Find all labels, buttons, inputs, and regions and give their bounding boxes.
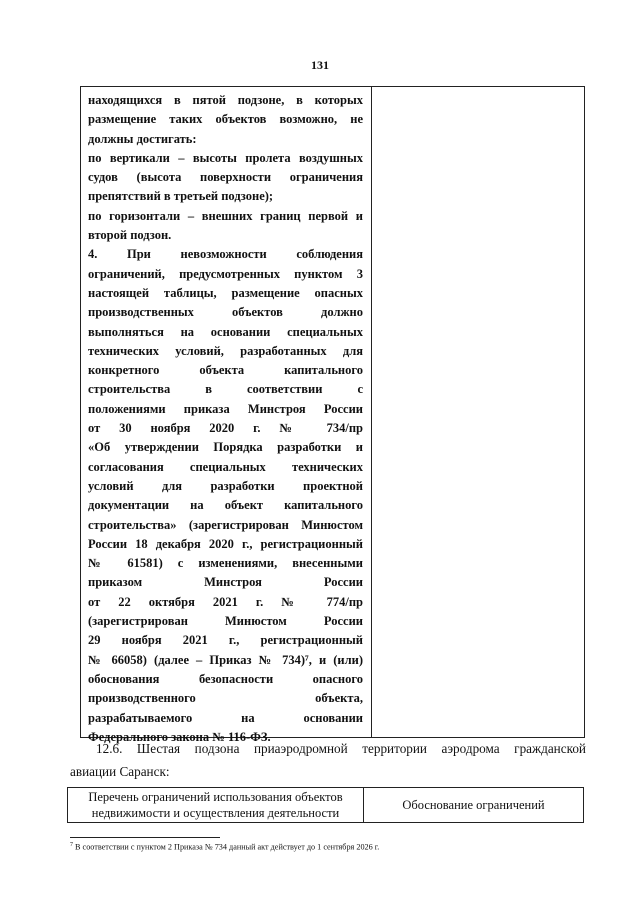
column-header-justification: Обоснование ограничений [402, 798, 545, 812]
cell-line: технических условий, разработанных для [88, 343, 363, 358]
table-header-row [67, 787, 584, 823]
section-line: авиации Саранск: [70, 764, 170, 779]
cell-line: должны достигать: [88, 131, 197, 146]
page-number: 131 [311, 58, 329, 72]
cell-line: находящихся в пятой подзоне, в которых [88, 93, 363, 107]
footnote-text: В соответствии с пунктом 2 Приказа № 734 данный акт действует до 1 сентября 2026 г. [73, 842, 380, 852]
cell-line: документации на объект капитального [88, 498, 363, 513]
cell-line: № 66058) (далее – Приказ № 734)⁷, и (или) [88, 652, 363, 667]
cell-line: Федерального закона № 116-ФЗ. [88, 729, 271, 744]
cell-line: условий для разработки проектной [88, 478, 363, 493]
footnote-divider [70, 837, 220, 838]
table-column-divider [371, 87, 372, 737]
cell-line: 4. При невозможности соблюдения [88, 247, 363, 262]
cell-line: положениями приказа Минстроя России [88, 401, 363, 416]
cell-line: России 18 декабря 2020 г., регистрационный [88, 536, 363, 551]
header-line: Перечень ограничений использования объектов [88, 790, 343, 804]
cell-line: ограничений, предусмотренных пунктом 3 [88, 266, 363, 281]
cell-line: размещение таких объектов возможно, не [88, 112, 363, 127]
cell-line: строительства в соответствии с [88, 382, 363, 397]
cell-line: от 22 октября 2021 г. № 774/пр [88, 594, 363, 609]
cell-line: препятствий в третьей подзоне); [88, 189, 274, 204]
cell-line: конкретного объекта капитального [88, 363, 363, 378]
footnote [70, 842, 590, 852]
cell-line: настоящей таблицы, размещение опасных [88, 285, 363, 300]
cell-line: производственных объектов должно [88, 305, 363, 320]
header-line: недвижимости и осуществления деятельности [91, 806, 340, 820]
cell-line: строительства» (зарегистрирован Минюстом [88, 517, 363, 532]
cell-line: обоснования безопасности опасного [88, 671, 363, 686]
cell-line: «Об утверждении Порядка разработки и [88, 440, 363, 455]
cell-line: по горизонтали – внешних границ первой и [88, 208, 363, 223]
cell-line: № 61581) с изменениями, внесенными [88, 556, 363, 571]
cell-line: выполняться на основании специальных [88, 324, 363, 339]
cell-line: второй подзон. [88, 228, 172, 243]
cell-line: по вертикали – высоты пролета воздушных [88, 150, 363, 165]
cell-line: разрабатываемого на основании [88, 710, 363, 725]
cell-line: согласования специальных технических [88, 459, 363, 474]
restrictions-cell [88, 91, 363, 747]
footnote-mark: 7 [70, 842, 73, 848]
section-12-6-paragraph [70, 737, 586, 783]
restrictions-table [80, 86, 585, 744]
cell-line: (зарегистрирован Минюстом России [88, 614, 363, 629]
cell-line: приказом Минстроя России [88, 575, 363, 590]
cell-line: судов (высота поверхности ограничения [88, 170, 363, 185]
column-header-restrictions [68, 788, 364, 822]
cell-line: 29 ноября 2021 г., регистрационный [88, 633, 363, 648]
cell-line: от 30 ноября 2020 г. № 734/пр [88, 421, 363, 436]
cell-line: производственного объекта, [88, 691, 363, 706]
section-line: 12.6. Шестая подзона приаэродромной территории аэродрома гражданской [96, 741, 586, 756]
